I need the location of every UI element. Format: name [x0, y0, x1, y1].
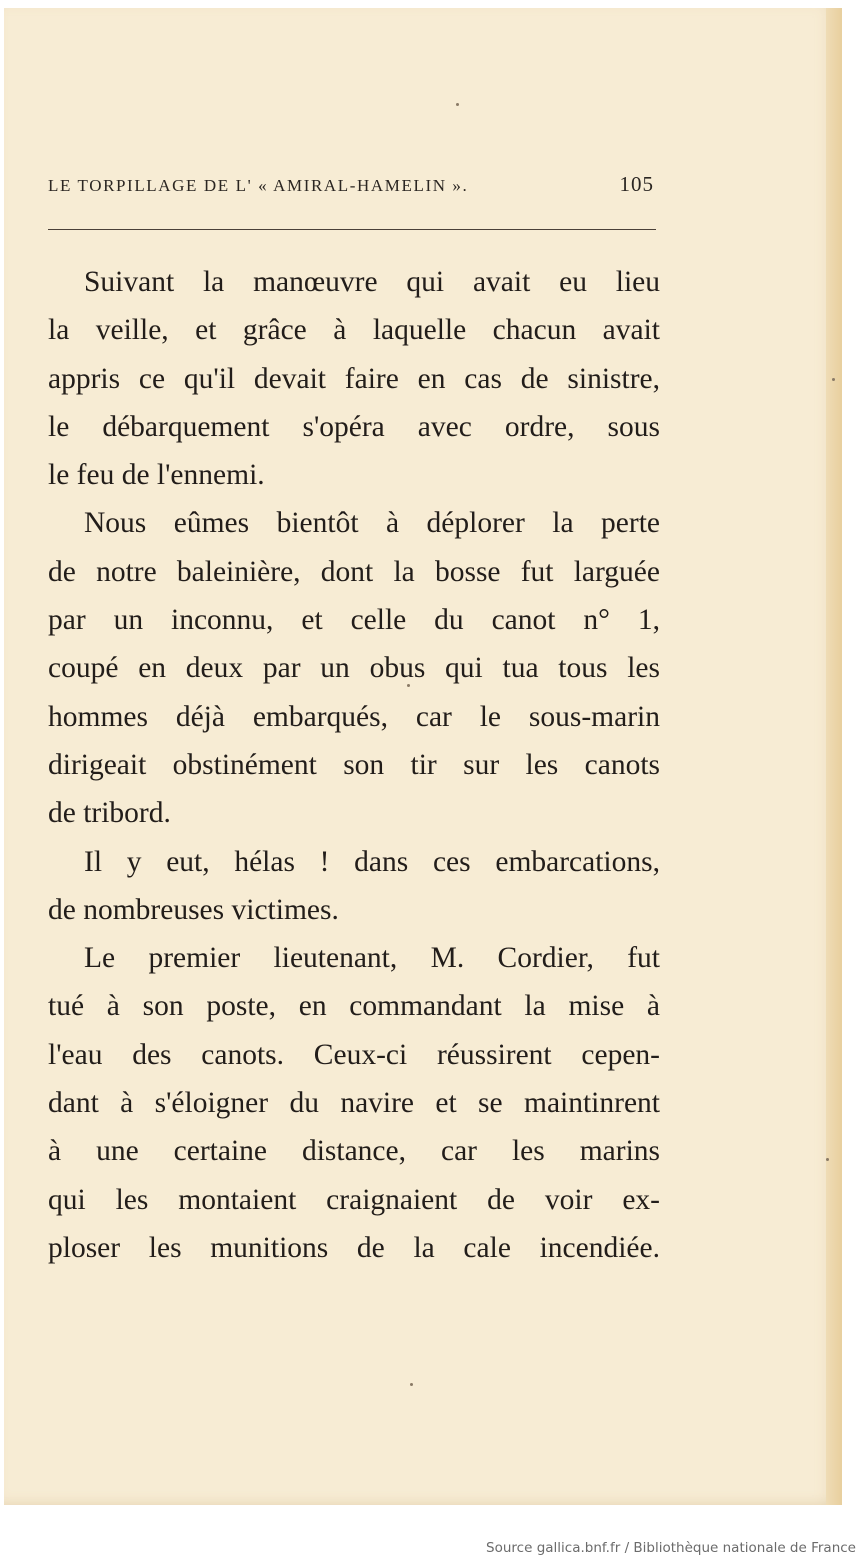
text-line: de notre baleinière, dont la bosse fut larguée: [48, 555, 660, 588]
paper-speck: [410, 1383, 413, 1386]
text-line: par un inconnu, et celle du canot n° 1,: [48, 604, 660, 637]
page-edge-shadow: [826, 8, 842, 1505]
text-line: qui les montaient craignaient de voir ex-: [48, 1183, 660, 1216]
page-number: 105: [619, 172, 654, 196]
text-line: de tribord.: [48, 797, 171, 830]
text-line: le débarquement s'opéra avec ordre, sous: [48, 410, 660, 443]
text-line: le feu de l'ennemi.: [48, 459, 265, 492]
running-title: LE TORPILLAGE DE L' « AMIRAL-HAMELIN ».: [48, 176, 469, 195]
text-line: appris ce qu'il devait faire en cas de sinistre,: [48, 362, 660, 395]
text-line: ploser les munitions de la cale incendiée.: [48, 1231, 660, 1264]
paper-speck: [832, 378, 835, 381]
text-line: coupé en deux par un obus qui tua tous les: [48, 652, 660, 685]
text-line: Nous eûmes bientôt à déplorer la perte: [84, 507, 660, 540]
text-line: Il y eut, hélas ! dans ces embarcations,: [84, 845, 660, 878]
text-line: hommes déjà embarqués, car le sous-marin: [48, 700, 660, 733]
text-line: la veille, et grâce à laquelle chacun avait: [48, 314, 660, 347]
running-header: [48, 172, 658, 204]
text-line: dirigeait obstinément son tir sur les canots: [48, 748, 660, 781]
text-line: Suivant la manœuvre qui avait eu lieu: [84, 266, 660, 298]
header-rule: [48, 229, 656, 230]
text-line: à une certaine distance, car les marins: [48, 1135, 660, 1168]
text-line: de nombreuses victimes.: [48, 893, 339, 926]
source-credit: Source gallica.bnf.fr / Bibliothèque nationale de France: [486, 1540, 856, 1556]
text-line: l'eau des canots. Ceux-ci réussirent cepen-: [48, 1038, 660, 1071]
paper-speck: [456, 103, 459, 106]
text-line: dant à s'éloigner du navire et se maintinrent: [48, 1087, 660, 1120]
text-line: Le premier lieutenant, M. Cordier, fut: [84, 942, 660, 975]
paper-speck: [826, 1158, 829, 1161]
body-text: [48, 258, 660, 1272]
text-line: tué à son poste, en commandant la mise à: [48, 990, 660, 1023]
